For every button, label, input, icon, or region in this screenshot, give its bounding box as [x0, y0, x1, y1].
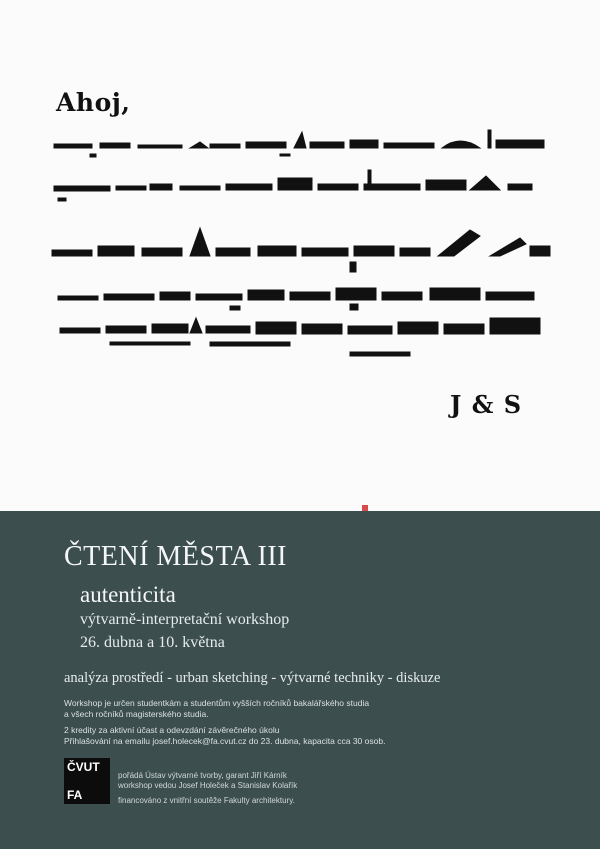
registration-line: Přihlašování na emailu josef.holecek@fa.cvut.cz do 23. dubna, kapacita cca 30 osob.	[64, 736, 386, 746]
logo-line-1: ČVUT	[67, 760, 100, 774]
audience-line-2: a všech ročníků magisterského studia.	[64, 709, 209, 719]
event-dates: 26. dubna a 10. května	[80, 634, 225, 651]
event-type: výtvarně-interpretační workshop	[80, 611, 290, 628]
organizer-line-2: workshop vedou Josef Holeček a Stanislav Kolařík	[118, 781, 298, 790]
sketch-row-2	[54, 170, 532, 201]
logo-line-2: FA	[67, 788, 83, 802]
sketch-row-5	[60, 318, 540, 356]
sketch-row-4	[58, 288, 534, 310]
sketch-row-3	[52, 228, 550, 272]
audience-line-1: Workshop je určen studentkám a studentům vyšších ročníků bakalářského studia	[64, 698, 370, 708]
event-topics: analýza prostředí - urban sketching - výtvarné techniky - diskuze	[64, 670, 441, 686]
organizer-line-1: pořádá Ústav výtvarné tvorby, garant Jiří Kárník	[118, 771, 287, 780]
event-subtitle: autenticita	[80, 582, 176, 607]
info-panel	[0, 511, 600, 849]
organizer-info	[118, 771, 297, 791]
greeting: Ahoj,	[56, 88, 131, 117]
audience-info	[64, 698, 369, 720]
credits-info	[64, 725, 385, 747]
signature: J & S	[450, 390, 523, 419]
funding-info: financováno z vnitřní soutěže Fakulty architektury.	[118, 796, 295, 805]
credits-line: 2 kredity za aktivní účast a odevzdání závěrečného úkolu	[64, 725, 280, 735]
city-sketch-illustration	[50, 118, 560, 378]
event-title: ČTENÍ MĚSTA III	[64, 541, 288, 572]
sketch-row-1	[54, 130, 544, 157]
cvut-fa-logo	[64, 758, 110, 804]
